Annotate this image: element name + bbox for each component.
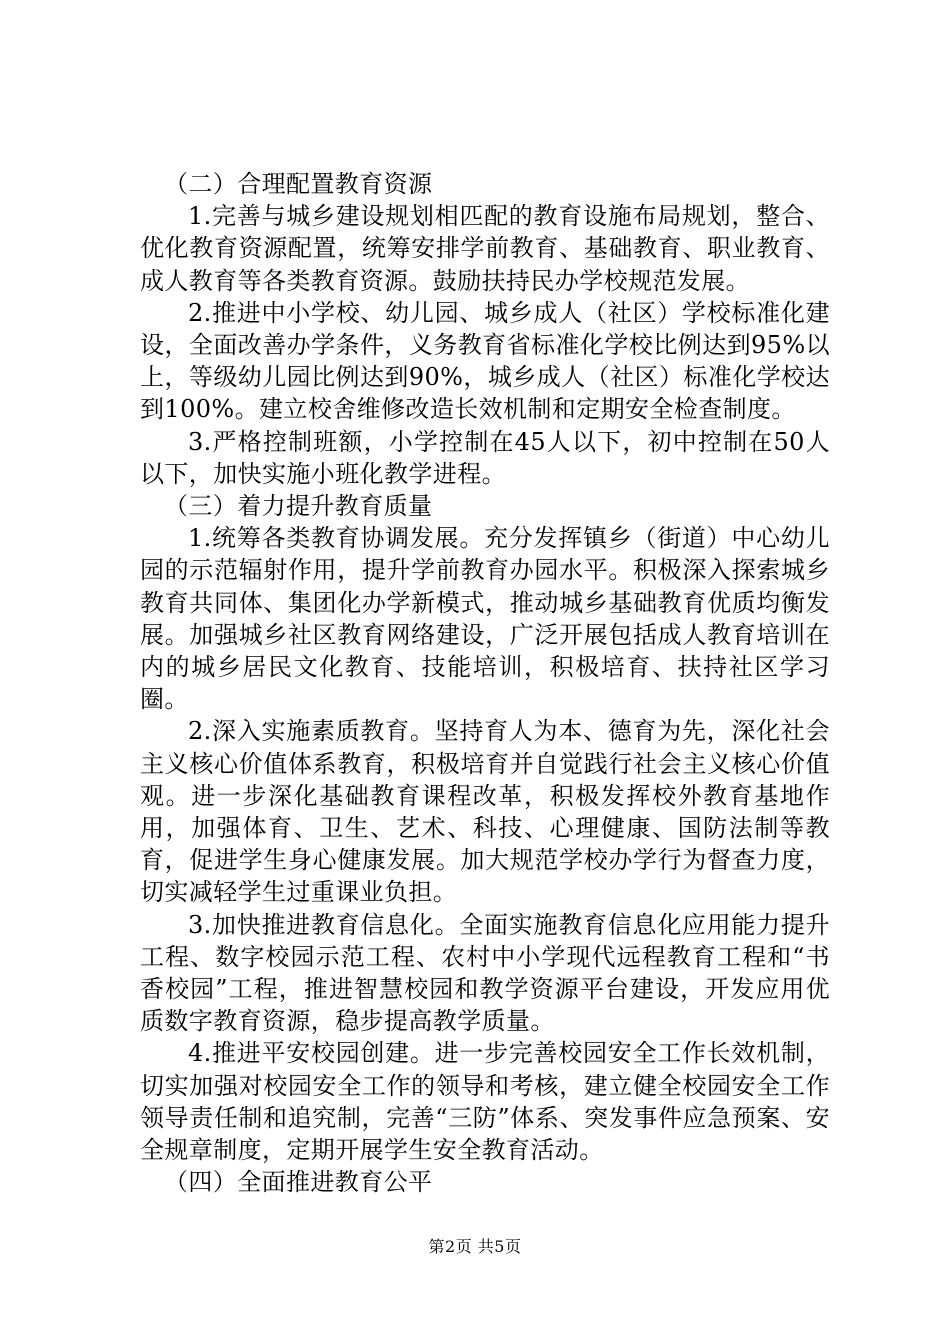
document-body: [140, 168, 830, 1199]
paragraph: 4.推进平安校园创建。进一步完善校园安全工作长效机制，切实加强对校园安全工作的领导和考核，建立健全校园安全工作领导责任制和追究制，完善“三防”体系、突发事件应急预案、安全规章制度，定期开展学生安全教育活动。: [140, 1039, 830, 1165]
paragraph: 2.推进中小学校、幼儿园、城乡成人（社区）学校标准化建设，全面改善办学条件，义务教育省标准化学校比例达到95%以上，等级幼儿园比例达到90%，城乡成人（社区）标准化学校达到100%。建立校舍维修改造长效机制和定期安全检查制度。: [140, 298, 830, 424]
paragraph: 3.严格控制班额，小学控制在45人以下，初中控制在50人以下，加快实施小班化教学进程。: [140, 427, 830, 488]
section-heading-3: （三）着力提升教育质量: [164, 492, 433, 521]
section-heading-4: （四）全面推进教育公平: [164, 1168, 433, 1197]
page-number-footer: 第2页 共5页: [428, 1237, 522, 1256]
paragraph: 3.加快推进教育信息化。全面实施教育信息化应用能力提升工程、数字校园示范工程、农村中小学现代远程教育工程和“书香校园”工程，推进智慧校园和教学资源平台建设，开发应用优质数字教育资源，稳步提高教学质量。: [140, 910, 830, 1036]
section-heading-2: （二）合理配置教育资源: [164, 170, 433, 198]
paragraph: 2.深入实施素质教育。坚持育人为本、德育为先，深化社会主义核心价值体系教育，积极培育并自觉践行社会主义核心价值观。进一步深化基础教育课程改革，积极发挥校外教育基地作用，加强体育、卫生、艺术、科技、心理健康、国防法制等教育，促进学生身心健康发展。加大规范学校办学行为督查力度，切实减轻学生过重课业负担。: [140, 717, 830, 907]
paragraph: 1.完善与城乡建设规划相匹配的教育设施布局规划，整合、优化教育资源配置，统筹安排学前教育、基础教育、职业教育、成人教育等各类教育资源。鼓励扶持民办学校规范发展。: [140, 202, 830, 295]
paragraph: 1.统筹各类教育协调发展。充分发挥镇乡（街道）中心幼儿园的示范辐射作用，提升学前教育办园水平。积极深入探索城乡教育共同体、集团化办学新模式，推动城乡基础教育优质均衡发展。加强城乡社区教育网络建设，广泛开展包括成人教育培训在内的城乡居民文化教育、技能培训，积极培育、扶持社区学习圈。: [140, 524, 830, 714]
